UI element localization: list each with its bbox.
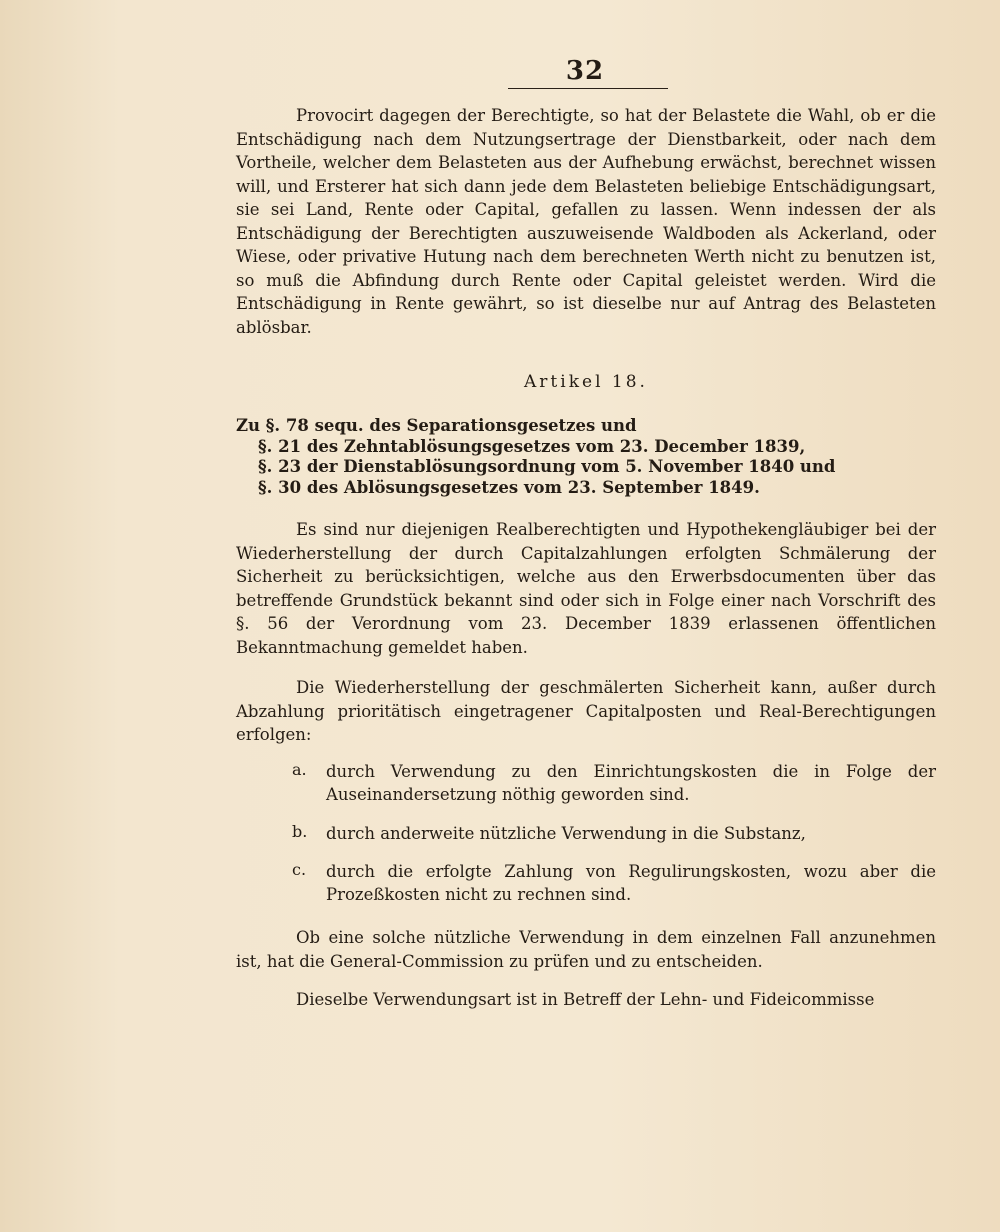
subheading-line: §. 30 des Ablösungsgesetzes vom 23. September 1849. <box>258 477 760 497</box>
subheading-line: Zu §. 78 sequ. des Separationsgesetzes und <box>236 416 637 435</box>
list-marker: a. <box>292 760 307 779</box>
paragraph-text: Provocirt dagegen der Berechtigte, so hat der Belastete die Wahl, ob er die Entschädigung nach dem Nutzungsertrage der Dienstbarkeit, oder nach dem Vortheile, welcher dem Belasteten aus der Aufhebung erwächst, berechnet wissen will, und Ersterer hat sich dann jede dem Belasteten beliebige Entschädigungsart, sie sei Land, Rente oder Capital, gefallen zu lassen. Wenn indessen der als Entschädigung der Berechtigten auszuweisende Waldboden als Ackerland, oder Wiese, oder privative Hutung nach dem berechneten Werth nicht zu benutzen ist, so muß die Abfindung durch Rente oder Capital geleistet werden. Wird die Entschädigung in Rente gewährt, so ist dieselbe nur auf Antrag des Belasteten ablösbar. <box>236 106 936 337</box>
list-marker: b. <box>292 822 308 841</box>
paragraph-text: Dieselbe Verwendungsart ist in Betreff der Lehn- und Fideicommisse <box>296 990 875 1009</box>
paragraph-text: Ob eine solche nützliche Verwendung in dem einzelnen Fall anzunehmen ist, hat die General-Commission zu prüfen und zu entscheiden. <box>236 928 936 971</box>
paragraph-text: Die Wiederherstellung der geschmälerten Sicherheit kann, außer durch Abzahlung prioritätisch eingetragener Capitalposten und Real-Berechtigungen erfolgen: <box>236 678 936 744</box>
paragraph-provocation <box>236 104 936 339</box>
paragraph-verwendungsart <box>236 988 936 1012</box>
paragraph-text: Es sind nur diejenigen Realberechtigten und Hypothekengläubiger bei der Wiederherstellung der durch Capitalzahlungen erfolgten Schmälerung der Sicherheit zu berücksichtigen, welche aus den Erwerbsdocumenten über das betreffende Grundstück bekannt sind oder sich in Folge einer nach Vorschrift des §. 56 der Verordnung vom 23. December 1839 erlassenen öffentlichen Bekanntmachung gemeldet haben. <box>236 520 936 657</box>
subheading-line: §. 21 des Zehntablösungsgesetzes vom 23. December 1839, <box>258 436 806 456</box>
list-text: durch die erfolgte Zahlung von Regulirungskosten, wozu aber die Prozeßkosten nicht zu rechnen sind. <box>326 862 936 904</box>
article-subheading <box>236 416 936 498</box>
list-marker: c. <box>292 860 307 879</box>
list-text: durch anderweite nützliche Verwendung in die Substanz, <box>326 824 806 843</box>
page-number: 32 <box>565 56 605 86</box>
paragraph-wiederherstellung <box>236 676 936 747</box>
header-rule <box>508 88 668 89</box>
list-text: durch Verwendung zu den Einrichtungskosten die in Folge der Auseinandersetzung nöthig geworden sind. <box>326 762 936 804</box>
article-title: Artikel 18. <box>524 372 648 392</box>
paragraph-realberechtigte <box>236 518 936 659</box>
subheading-line: §. 23 der Dienstablösungsordnung vom 5. November 1840 und <box>258 457 836 476</box>
paragraph-pruefung <box>236 926 936 973</box>
